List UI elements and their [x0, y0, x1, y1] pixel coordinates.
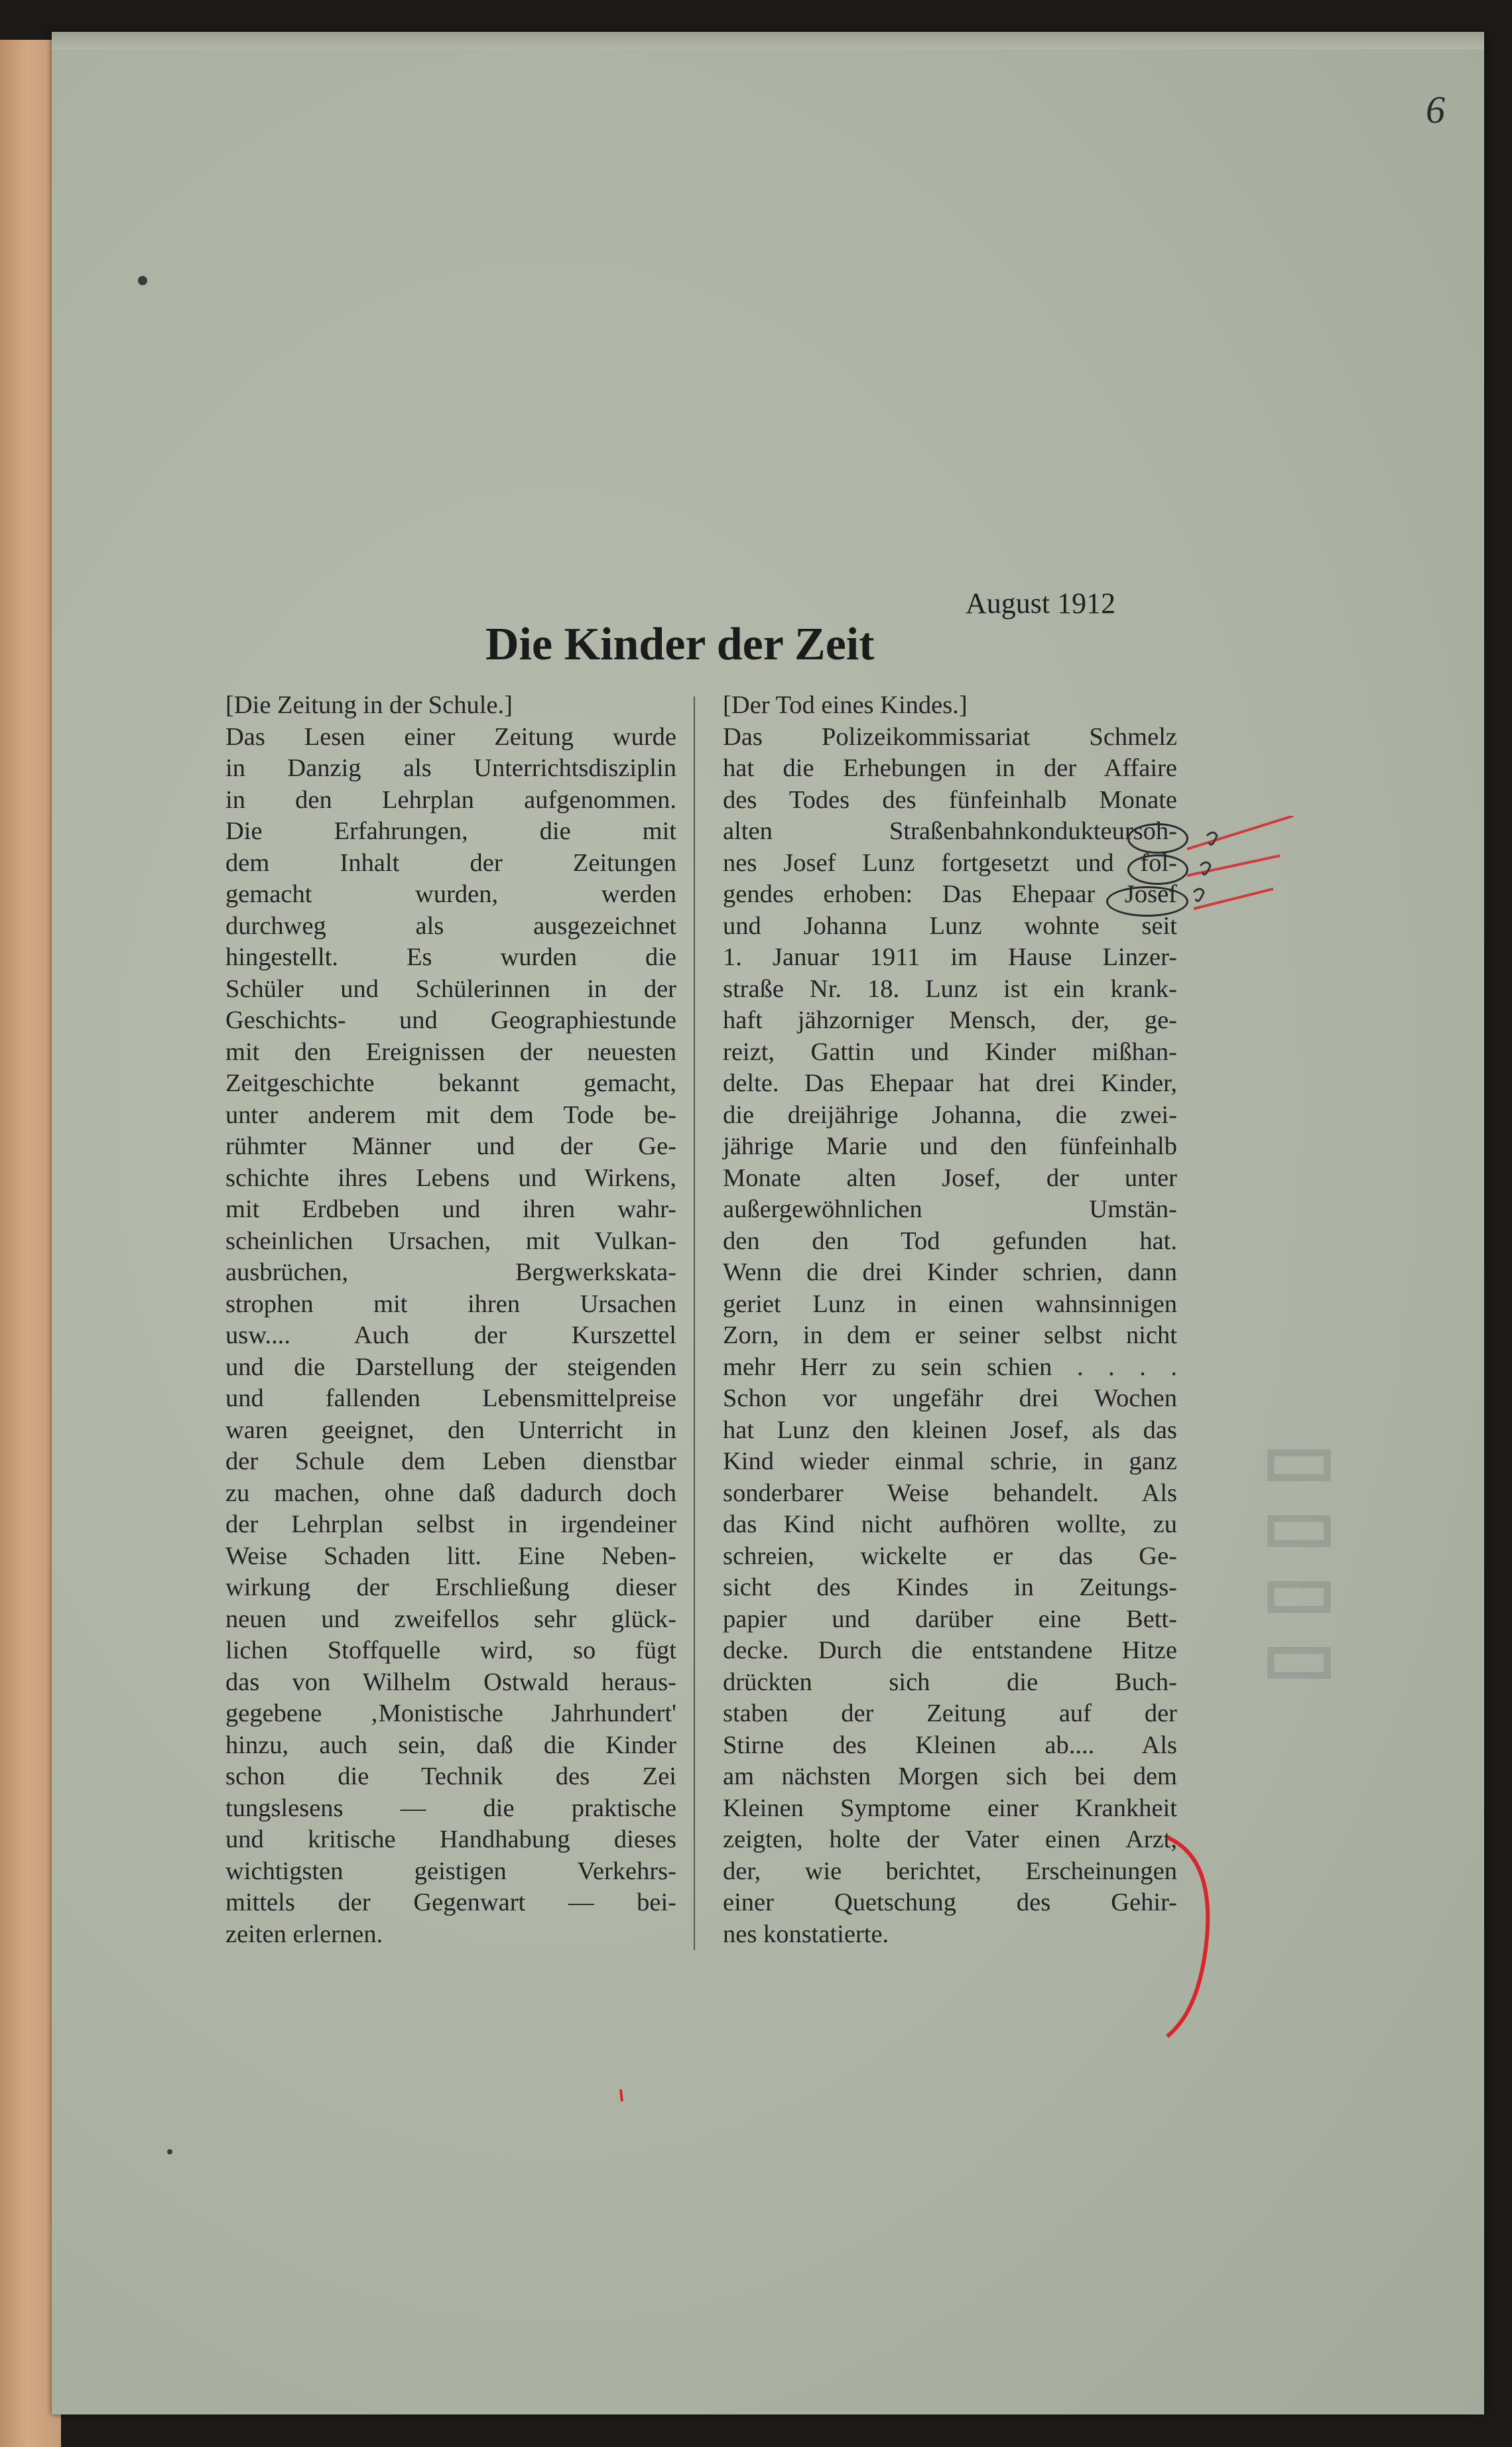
right-article-line: Wenn die drei Kinder schrien, dann	[723, 1258, 1177, 1286]
left-article-line: mittels der Gegenwart — bei-	[225, 1888, 676, 1916]
right-article-line: den den Tod gefunden hat.	[723, 1226, 1177, 1255]
left-article-line: und kritische Handhabung dieses	[225, 1825, 676, 1853]
right-article-line: alten Straßenbahnkondukteursoh-	[723, 817, 1177, 845]
right-article-line: papier und darüber eine Bett-	[723, 1605, 1177, 1633]
left-article-line: zeiten erlernen.	[225, 1920, 383, 1948]
right-article-line: 1. Januar 1911 im Hause Linzer-	[723, 943, 1177, 971]
right-article-line: des Todes des fünfeinhalb Monate	[723, 785, 1177, 814]
right-article-line: hat Lunz den kleinen Josef, als das	[723, 1416, 1177, 1444]
left-article-line: dem Inhalt der Zeitungen	[225, 848, 676, 877]
right-article-line: Kleinen Symptome einer Krankheit	[723, 1794, 1177, 1822]
right-article-line: mehr Herr zu sein schien . . . .	[723, 1353, 1177, 1381]
left-article-line: Schüler und Schülerinnen in der	[225, 974, 676, 1003]
left-article-line: und die Darstellung der steigenden	[225, 1353, 676, 1381]
right-article-line: Kind wieder einmal schrie, in ganz	[723, 1447, 1177, 1475]
right-article-line: der, wie berichtet, Erscheinungen	[723, 1857, 1177, 1885]
right-article-line: haft jähzorniger Mensch, der, ge-	[723, 1006, 1177, 1034]
left-article-line: zu machen, ohne daß dadurch doch	[225, 1479, 676, 1507]
right-article-line: sonderbarer Weise behandelt. Als	[723, 1479, 1177, 1507]
right-article-line: decke. Durch die entstandene Hitze	[723, 1636, 1177, 1664]
right-article-line: das Kind nicht aufhören wollte, zu	[723, 1510, 1177, 1538]
right-article-line: Monate alten Josef, der unter	[723, 1163, 1177, 1192]
red-pencil-bracket	[1154, 1831, 1220, 2043]
left-article-line: durchweg als ausgezeichnet	[225, 911, 676, 940]
left-article-line: tungslesens — die praktische	[225, 1794, 676, 1822]
left-article-line: wirkung der Erschließung dieser	[225, 1573, 676, 1601]
right-article-line: delte. Das Ehepaar hat drei Kinder,	[723, 1069, 1177, 1097]
right-article-line: Schon vor ungefähr drei Wochen	[723, 1384, 1177, 1412]
paper-speck	[167, 2149, 172, 2154]
left-article-line: Das Lesen einer Zeitung wurde	[225, 722, 676, 751]
left-article-line: der Schule dem Leben dienstbar	[225, 1447, 676, 1475]
left-article-line: [Die Zeitung in der Schule.]	[225, 691, 513, 719]
left-article-line: und fallenden Lebensmittelpreise	[225, 1384, 676, 1412]
left-article-line: rühmter Männer und der Ge-	[225, 1132, 676, 1160]
left-article-line: hingestellt. Es wurden die	[225, 943, 676, 971]
right-article-line: außergewöhnlichen Umstän-	[723, 1195, 1177, 1223]
left-article-line: neuen und zweifellos sehr glück-	[225, 1605, 676, 1633]
red-pencil-tick	[615, 2088, 629, 2108]
left-article-line: unter anderem mit dem Tode be-	[225, 1100, 676, 1129]
page-title: Die Kinder der Zeit	[485, 619, 875, 670]
left-article-line: wichtigsten geistigen Verkehrs-	[225, 1857, 676, 1885]
left-article-line: strophen mit ihren Ursachen	[225, 1290, 676, 1318]
right-article-line: Das Polizeikommissariat Schmelz	[723, 722, 1177, 751]
left-article-line: gemacht wurden, werden	[225, 880, 676, 908]
right-article-line: drückten sich die Buch-	[723, 1668, 1177, 1696]
right-article-line: schreien, wickelte er das Ge-	[723, 1542, 1177, 1570]
left-article-line: Weise Schaden litt. Eine Neben-	[225, 1542, 676, 1570]
right-article-line: die dreijährige Johanna, die zwei-	[723, 1100, 1177, 1129]
left-article-line: Die Erfahrungen, die mit	[225, 817, 676, 845]
left-article-line: in Danzig als Unterrichtsdisziplin	[225, 754, 676, 782]
proof-circle-soh	[1127, 823, 1188, 854]
left-article-line: Zeitgeschichte bekannt gemacht,	[225, 1069, 676, 1097]
right-article-line: Stirne des Kleinen ab.... Als	[723, 1731, 1177, 1759]
right-article-line: staben der Zeitung auf der	[723, 1699, 1177, 1727]
right-article-line: Zorn, in dem er seiner selbst nicht	[723, 1321, 1177, 1349]
proofreading-margin-marks	[1180, 816, 1313, 962]
left-article-line: hinzu, auch sein, daß die Kinder	[225, 1731, 676, 1759]
right-article-line: jährige Marie und den fünfeinhalb	[723, 1132, 1177, 1160]
right-article-line: gendes erhoben: Das Ehepaar Josef	[723, 880, 1177, 908]
paper-speck	[138, 276, 147, 285]
left-article-line: mit den Ereignissen der neuesten	[225, 1037, 676, 1066]
right-article-line: sicht des Kindes in Zeitungs-	[723, 1573, 1177, 1601]
right-article-line: einer Quetschung des Gehir-	[723, 1888, 1177, 1916]
right-article-line: geriet Lunz in einen wahnsinnigen	[723, 1290, 1177, 1318]
right-article-line: zeigten, holte der Vater einen Arzt,	[723, 1825, 1177, 1853]
right-article-line: nes Josef Lunz fortgesetzt und fol-	[723, 848, 1177, 877]
proof-circle-josef	[1106, 886, 1188, 917]
page-top-edge	[52, 32, 1484, 49]
article-column-left	[225, 690, 676, 1950]
left-article-line: der Lehrplan selbst in irgendeiner	[225, 1510, 676, 1538]
left-article-line: schichte ihres Lebens und Wirkens,	[225, 1163, 676, 1192]
left-article-line: waren geeignet, den Unterricht in	[225, 1416, 676, 1444]
article-date: August 1912	[966, 587, 1116, 620]
right-article-line: reizt, Gattin und Kinder mißhan-	[723, 1037, 1177, 1066]
left-article-line: in den Lehrplan aufgenommen.	[225, 785, 676, 814]
column-divider	[694, 696, 695, 1950]
right-article-line: [Der Tod eines Kindes.]	[723, 691, 968, 719]
right-article-line: hat die Erhebungen in der Affaire	[723, 754, 1177, 782]
left-article-line: schon die Technik des Zei	[225, 1762, 676, 1790]
show-through-stamp: ▯ ▯ ▯ ▯	[1248, 1443, 1337, 1685]
right-article-line: nes konstatierte.	[723, 1920, 889, 1948]
right-article-line: am nächsten Morgen sich bei dem	[723, 1762, 1177, 1790]
left-article-line: gegebene ‚Monistische Jahrhundert'	[225, 1699, 676, 1727]
left-article-line: scheinlichen Ursachen, mit Vulkan-	[225, 1226, 676, 1255]
page-number: 6	[1426, 88, 1445, 131]
proof-circle-fol	[1127, 854, 1188, 885]
left-article-line: lichen Stoffquelle wird, so fügt	[225, 1636, 676, 1664]
left-article-line: usw.... Auch der Kurszettel	[225, 1321, 676, 1349]
left-article-line: das von Wilhelm Ostwald heraus-	[225, 1668, 676, 1696]
left-article-line: ausbrüchen, Bergwerkskata-	[225, 1258, 676, 1286]
left-article-line: mit Erdbeben und ihren wahr-	[225, 1195, 676, 1223]
right-article-line: straße Nr. 18. Lunz ist ein krank-	[723, 974, 1177, 1003]
left-article-line: Geschichts- und Geographiestunde	[225, 1006, 676, 1034]
right-article-line: und Johanna Lunz wohnte seit	[723, 911, 1177, 940]
article-column-right	[723, 690, 1177, 1950]
